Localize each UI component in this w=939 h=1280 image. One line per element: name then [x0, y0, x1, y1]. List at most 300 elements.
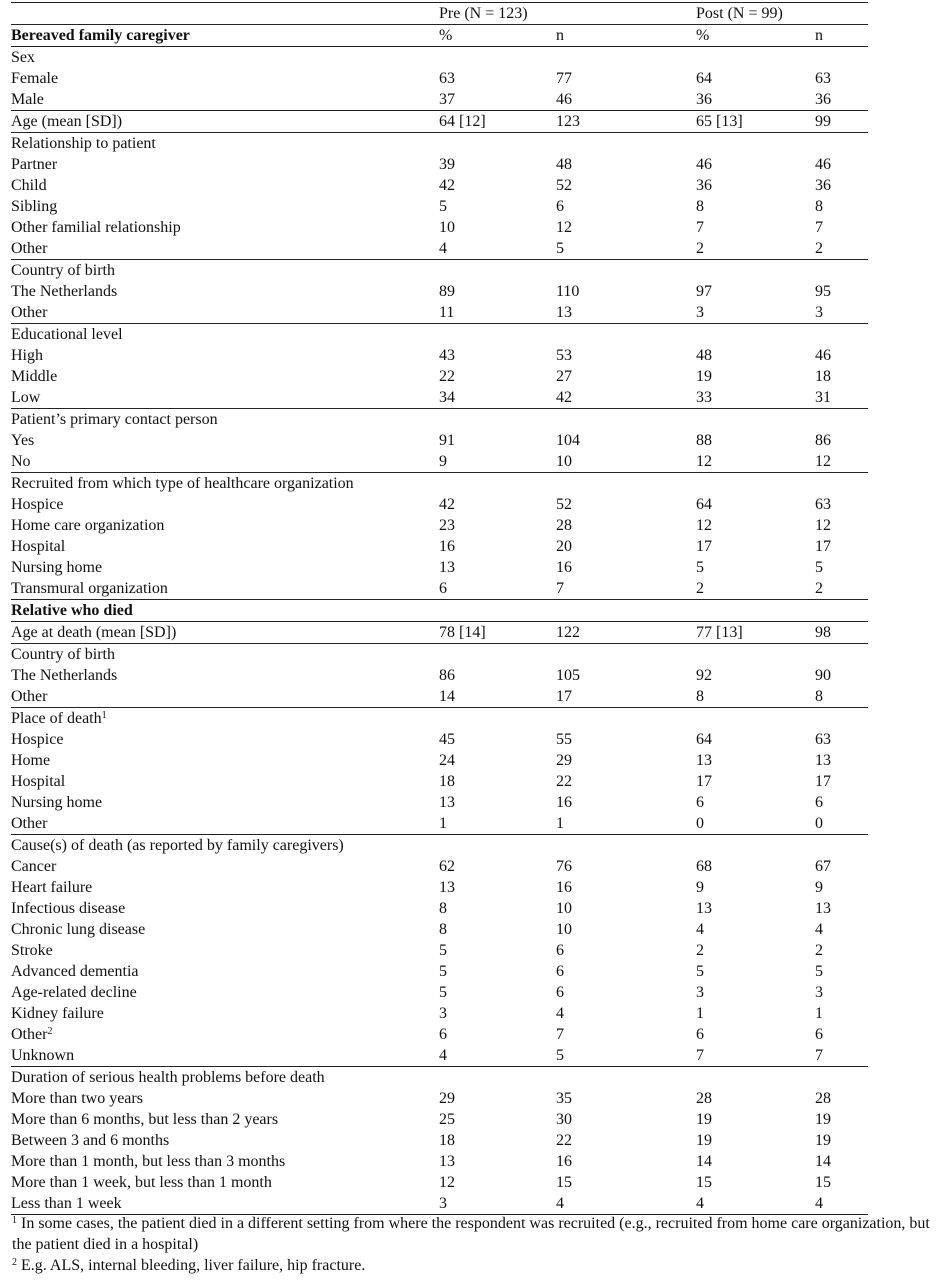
cell-post-pct: 46 [696, 156, 712, 173]
cell-pre-n: 77 [556, 70, 572, 87]
row-label [11, 154, 439, 175]
row-label-text: Advanced dementia [11, 963, 139, 980]
cell-post-n: 2 [815, 942, 823, 959]
row-label [11, 919, 439, 940]
table-row [11, 154, 868, 175]
cell-pre-n [556, 47, 696, 69]
row-label-text: Infectious disease [11, 900, 126, 917]
row-label [11, 68, 439, 89]
row-label [11, 1193, 439, 1215]
row-label-text: Age-related decline [11, 984, 137, 1001]
row-label-text: Other [11, 240, 48, 257]
row-label-text: Other [11, 815, 48, 832]
cell-post-n: 98 [815, 622, 868, 644]
cell-post-n: 90 [815, 667, 831, 684]
group-row [11, 473, 868, 495]
row-label-text: Educational level [11, 326, 123, 343]
table-row [11, 494, 868, 515]
table-row [11, 729, 868, 750]
cell-pre-n: 30 [556, 1111, 572, 1128]
cell-pre-n: 20 [556, 538, 572, 555]
group-row [11, 644, 868, 666]
cell-pre-n: 6 [556, 984, 564, 1001]
cell-post-pct: 4 [696, 1193, 815, 1215]
cell-post-n: 46 [815, 156, 831, 173]
cell-post-n: 18 [815, 368, 831, 385]
cell-post-pct: 77 [13] [696, 622, 815, 644]
table-row [11, 217, 868, 238]
row-label-text: Chronic lung disease [11, 921, 146, 938]
row-label [11, 1172, 439, 1193]
cell-pre-pct: 12 [439, 1174, 455, 1191]
footnotes [12, 1213, 937, 1276]
cell-post-n: 12 [815, 453, 831, 470]
group-header-row [11, 3, 868, 25]
row-label-text: Hospice [11, 496, 64, 513]
cell-post-n: 4 [815, 1193, 868, 1215]
row-label [11, 940, 439, 961]
cell-post-n: 8 [815, 688, 823, 705]
cell-pre-n: 13 [556, 304, 572, 321]
cell-post-pct: 3 [696, 984, 704, 1001]
cell-post-pct: 2 [696, 240, 704, 257]
row-label-text: More than two years [11, 1090, 143, 1107]
row-label-text: Age at death (mean [SD]) [11, 624, 177, 641]
row-label-text: Transmural organization [11, 580, 168, 597]
row-label-text: Place of death [11, 710, 102, 727]
row-label-text: Cancer [11, 858, 57, 875]
row-label [11, 260, 439, 282]
cell-pre-pct: 37 [439, 91, 455, 108]
cell-post-n: 19 [815, 1132, 831, 1149]
row-label-text: Patient’s primary contact person [11, 411, 218, 428]
table-row [11, 281, 868, 302]
row-label [11, 578, 439, 600]
cell-post-n: 14 [815, 1153, 831, 1170]
cell-post-pct: 6 [696, 1026, 704, 1043]
cell-post-pct: 7 [696, 219, 704, 236]
cell-pre-pct: 8 [439, 900, 447, 917]
cell-post-pct: 64 [696, 70, 712, 87]
cell-post-n: 63 [815, 731, 831, 748]
row-label [11, 47, 439, 69]
cell-pre-n [556, 260, 696, 282]
cell-post-pct: 8 [696, 688, 704, 705]
cell-pre-n: 22 [556, 773, 572, 790]
row-label [11, 196, 439, 217]
cell-pre-n: 16 [556, 794, 572, 811]
cell-pre-n: 35 [556, 1090, 572, 1107]
cell-pre-n: 16 [556, 879, 572, 896]
cell-post-pct: 65 [13] [696, 111, 815, 133]
cell-pre-pct: 4 [439, 1047, 447, 1064]
cell-pre-pct: 78 [14] [439, 622, 556, 644]
cell-pre-n: 4 [556, 1193, 696, 1215]
row-label [11, 835, 439, 857]
cell-pre-pct: 42 [439, 496, 455, 513]
row-label-text: Nursing home [11, 794, 103, 811]
cell-pre-pct: 42 [439, 177, 455, 194]
cell-post-n: 86 [815, 432, 831, 449]
table-row [11, 877, 868, 898]
row-label [11, 792, 439, 813]
cell-post-n: 28 [815, 1090, 831, 1107]
row-label [11, 1003, 439, 1024]
cell-post-n [815, 133, 868, 155]
cell-post-pct: 19 [696, 1132, 712, 1149]
table-row [11, 387, 868, 409]
footnote-mark: 1 [12, 1215, 17, 1226]
cell-pre-n [556, 473, 696, 495]
row-label-text: High [11, 347, 43, 364]
cell-post-pct: 3 [696, 304, 704, 321]
table-row [11, 792, 868, 813]
cell-post-n: 36 [815, 91, 831, 108]
cell-post-pct: 8 [696, 198, 704, 215]
cell-post-pct: 2 [696, 580, 704, 597]
cell-post-pct: 19 [696, 1111, 712, 1128]
row-label-text: Home [11, 752, 51, 769]
row-label [11, 89, 439, 111]
row-label [11, 665, 439, 686]
cell-post-pct [696, 473, 815, 495]
row-label-text: Between 3 and 6 months [11, 1132, 170, 1149]
row-label [11, 600, 439, 622]
table-row [11, 536, 868, 557]
row-label-text: Middle [11, 368, 58, 385]
cell-post-n [815, 47, 868, 69]
row-label-text: Sibling [11, 198, 58, 215]
group-row [11, 324, 868, 346]
table-row [11, 302, 868, 324]
cell-pre-n [556, 600, 696, 622]
row-label-text: Female [11, 70, 59, 87]
cell-pre-pct: 89 [439, 283, 455, 300]
cell-post-pct: 88 [696, 432, 712, 449]
table-row [11, 430, 868, 451]
table-row [11, 1109, 868, 1130]
cell-post-pct: 0 [696, 815, 704, 832]
table-row [11, 89, 868, 111]
row-label [11, 281, 439, 302]
cell-post-n [815, 473, 868, 495]
row-label-text: More than 1 month, but less than 3 months [11, 1153, 286, 1170]
cell-pre-pct: 64 [12] [439, 111, 556, 133]
cell-post-pct: 68 [696, 858, 712, 875]
row-label [11, 982, 439, 1003]
cell-post-n: 3 [815, 984, 823, 1001]
table-row [11, 665, 868, 686]
group-row [11, 133, 868, 155]
cell-post-pct: 1 [696, 1005, 704, 1022]
row-label-text: Heart failure [11, 879, 93, 896]
cell-post-pct: 14 [696, 1153, 712, 1170]
table-row [11, 1193, 868, 1215]
row-label-text: No [11, 453, 31, 470]
cell-pre-n: 6 [556, 963, 564, 980]
cell-pre-n: 5 [556, 1047, 564, 1064]
row-label-text: Cause(s) of death (as reported by family caregivers) [11, 837, 344, 854]
row-label [11, 686, 439, 708]
row-label-text: Other [11, 1026, 48, 1043]
cell-post-pct: 12 [696, 453, 712, 470]
row-label [11, 1109, 439, 1130]
cell-post-pct: 7 [696, 1047, 704, 1064]
row-label-text: Age (mean [SD]) [11, 113, 123, 130]
row-label [11, 409, 439, 431]
cell-post-n: 2 [815, 240, 823, 257]
row-label [11, 1024, 439, 1045]
row-label [11, 557, 439, 578]
cell-post-n [815, 260, 868, 282]
cell-post-n: 63 [815, 70, 831, 87]
cell-post-n: 2 [815, 580, 823, 597]
group-row [11, 47, 868, 69]
pct-header: % [696, 25, 815, 47]
cell-pre-pct: 5 [439, 942, 447, 959]
cell-post-pct: 64 [696, 496, 712, 513]
cell-post-pct [696, 260, 815, 282]
row-label [11, 451, 439, 473]
table-row [11, 982, 868, 1003]
section-row [11, 600, 868, 622]
cell-pre-pct: 13 [439, 559, 455, 576]
cell-pre-pct: 86 [439, 667, 455, 684]
cell-post-pct: 13 [696, 752, 712, 769]
row-label-text: Child [11, 177, 47, 194]
cell-pre-pct: 18 [439, 1132, 455, 1149]
row-label-text: Stroke [11, 942, 53, 959]
cell-pre-n [556, 835, 696, 857]
cell-pre-n: 10 [556, 921, 572, 938]
cell-pre-pct: 63 [439, 70, 455, 87]
cell-post-pct [696, 133, 815, 155]
footnote-2 [12, 1255, 937, 1276]
cell-pre-pct [439, 1067, 556, 1089]
cell-post-pct: 64 [696, 731, 712, 748]
cell-pre-n: 123 [556, 111, 696, 133]
cell-pre-n: 53 [556, 347, 572, 364]
cell-post-pct [696, 600, 815, 622]
table-row [11, 898, 868, 919]
cell-pre-pct: 24 [439, 752, 455, 769]
cell-pre-pct [439, 708, 556, 730]
cell-post-n: 63 [815, 496, 831, 513]
cell-pre-n: 29 [556, 752, 572, 769]
row-label-text: Other [11, 304, 48, 321]
cell-pre-n: 10 [556, 453, 572, 470]
cell-pre-n: 52 [556, 177, 572, 194]
cell-post-n: 19 [815, 1111, 831, 1128]
cell-pre-n: 55 [556, 731, 572, 748]
header-blank-cell [11, 3, 439, 25]
row-label [11, 473, 439, 495]
cell-post-n [815, 708, 868, 730]
cell-pre-pct: 13 [439, 1153, 455, 1170]
row-label-text: Other [11, 688, 48, 705]
cell-post-n: 17 [815, 773, 831, 790]
cell-pre-n: 76 [556, 858, 572, 875]
cell-post-pct: 36 [696, 177, 712, 194]
row-label [11, 750, 439, 771]
cell-post-pct [696, 324, 815, 346]
cell-pre-n: 28 [556, 517, 572, 534]
cell-pre-n: 46 [556, 91, 572, 108]
cell-pre-pct: 14 [439, 688, 455, 705]
row-label-text: Nursing home [11, 559, 103, 576]
row-label-text: Duration of serious health problems before death [11, 1069, 325, 1086]
cell-post-n: 99 [815, 111, 868, 133]
cell-post-pct [696, 644, 815, 666]
cell-pre-pct: 3 [439, 1193, 556, 1215]
cell-pre-pct: 4 [439, 240, 447, 257]
row-label [11, 771, 439, 792]
row-label-text: More than 6 months, but less than 2 years [11, 1111, 279, 1128]
row-label-text: Unknown [11, 1047, 75, 1064]
table-row [11, 686, 868, 708]
footnote-1 [12, 1213, 937, 1255]
table-row [11, 366, 868, 387]
cell-pre-pct [439, 835, 556, 857]
cell-pre-n: 6 [556, 198, 564, 215]
table-row [11, 1151, 868, 1172]
cell-post-n: 4 [815, 921, 823, 938]
table-row [11, 238, 868, 260]
cell-post-pct: 5 [696, 559, 704, 576]
footnote-marker: 2 [47, 1026, 53, 1037]
n-header: n [815, 25, 868, 47]
row-label [11, 813, 439, 835]
cell-post-pct: 28 [696, 1090, 712, 1107]
cell-pre-pct: 1 [439, 815, 447, 832]
cell-post-n: 15 [815, 1174, 831, 1191]
cell-pre-n: 27 [556, 368, 572, 385]
cell-pre-pct: 16 [439, 538, 455, 555]
table-row [11, 856, 868, 877]
cell-post-pct: 6 [696, 794, 704, 811]
row-label [11, 515, 439, 536]
cell-pre-pct: 11 [439, 304, 455, 321]
group-row [11, 260, 868, 282]
table-row [11, 919, 868, 940]
cell-post-n: 7 [815, 219, 823, 236]
section-header-row [11, 25, 868, 47]
cell-post-n [815, 409, 868, 431]
cell-pre-n [556, 1067, 696, 1089]
row-label [11, 111, 439, 133]
cell-post-pct: 92 [696, 667, 712, 684]
table-row [11, 515, 868, 536]
cell-pre-pct [439, 133, 556, 155]
cell-pre-pct: 13 [439, 794, 455, 811]
cell-pre-pct: 5 [439, 984, 447, 1001]
cell-pre-n: 16 [556, 1153, 572, 1170]
group-row [11, 835, 868, 857]
cell-pre-n: 52 [556, 496, 572, 513]
row-label [11, 430, 439, 451]
cell-pre-pct: 10 [439, 219, 455, 236]
cell-post-pct: 15 [696, 1174, 712, 1191]
footnote-marker: 1 [101, 710, 107, 721]
row-label-text: The Netherlands [11, 667, 118, 684]
table-row [11, 1088, 868, 1109]
row-label [11, 25, 439, 47]
table-row [11, 771, 868, 792]
cell-post-pct: 4 [696, 921, 704, 938]
cell-pre-n [556, 409, 696, 431]
row-label-text: Country of birth [11, 646, 115, 663]
row-label-text: Yes [11, 432, 35, 449]
cell-post-n [815, 835, 868, 857]
table-row [11, 578, 868, 600]
row-label [11, 1088, 439, 1109]
cell-post-n: 12 [815, 517, 831, 534]
cell-pre-pct: 62 [439, 858, 455, 875]
cell-pre-n [556, 324, 696, 346]
cell-post-n: 6 [815, 1026, 823, 1043]
row-label [11, 729, 439, 750]
cell-pre-n: 6 [556, 942, 564, 959]
cell-pre-pct: 22 [439, 368, 455, 385]
cell-post-n: 95 [815, 283, 831, 300]
row-label [11, 324, 439, 346]
table-row [11, 175, 868, 196]
cell-pre-n: 122 [556, 622, 696, 644]
row-label [11, 238, 439, 260]
cell-pre-pct [439, 409, 556, 431]
cell-pre-pct [439, 47, 556, 69]
row-label [11, 302, 439, 324]
row-label-text: Sex [11, 49, 35, 66]
row-label [11, 387, 439, 409]
row-label-text: Relationship to patient [11, 135, 156, 152]
cell-post-pct [696, 47, 815, 69]
row-label [11, 961, 439, 982]
row-label [11, 856, 439, 877]
row-label [11, 133, 439, 155]
cell-post-n: 13 [815, 752, 831, 769]
cell-post-pct [696, 409, 815, 431]
cell-pre-n: 7 [556, 580, 564, 597]
table-row [11, 813, 868, 835]
cell-pre-n [556, 133, 696, 155]
row-label-text: Other familial relationship [11, 219, 181, 236]
cell-post-n [815, 644, 868, 666]
table-row [11, 1130, 868, 1151]
cell-post-n: 46 [815, 347, 831, 364]
cell-pre-pct: 5 [439, 198, 447, 215]
cell-pre-n: 42 [556, 389, 572, 406]
footnote-text: E.g. ALS, internal bleeding, liver failure, hip fracture. [21, 1257, 366, 1274]
cell-pre-pct: 29 [439, 1090, 455, 1107]
cell-pre-pct: 8 [439, 921, 447, 938]
cell-post-pct [696, 1067, 815, 1089]
row-label [11, 175, 439, 196]
cell-post-pct: 9 [696, 879, 704, 896]
row-label-text: Kidney failure [11, 1005, 104, 1022]
group-row [11, 708, 868, 730]
cell-post-pct: 5 [696, 963, 704, 980]
cell-pre-n: 22 [556, 1132, 572, 1149]
group-pre-header: Pre (N = 123) [439, 3, 696, 25]
table-row [11, 68, 868, 89]
cell-pre-pct: 13 [439, 879, 455, 896]
cell-pre-n: 12 [556, 219, 572, 236]
row-label-text: The Netherlands [11, 283, 118, 300]
pct-header: % [439, 25, 556, 47]
table-row [11, 961, 868, 982]
row-label-text: Less than 1 week [11, 1195, 122, 1212]
